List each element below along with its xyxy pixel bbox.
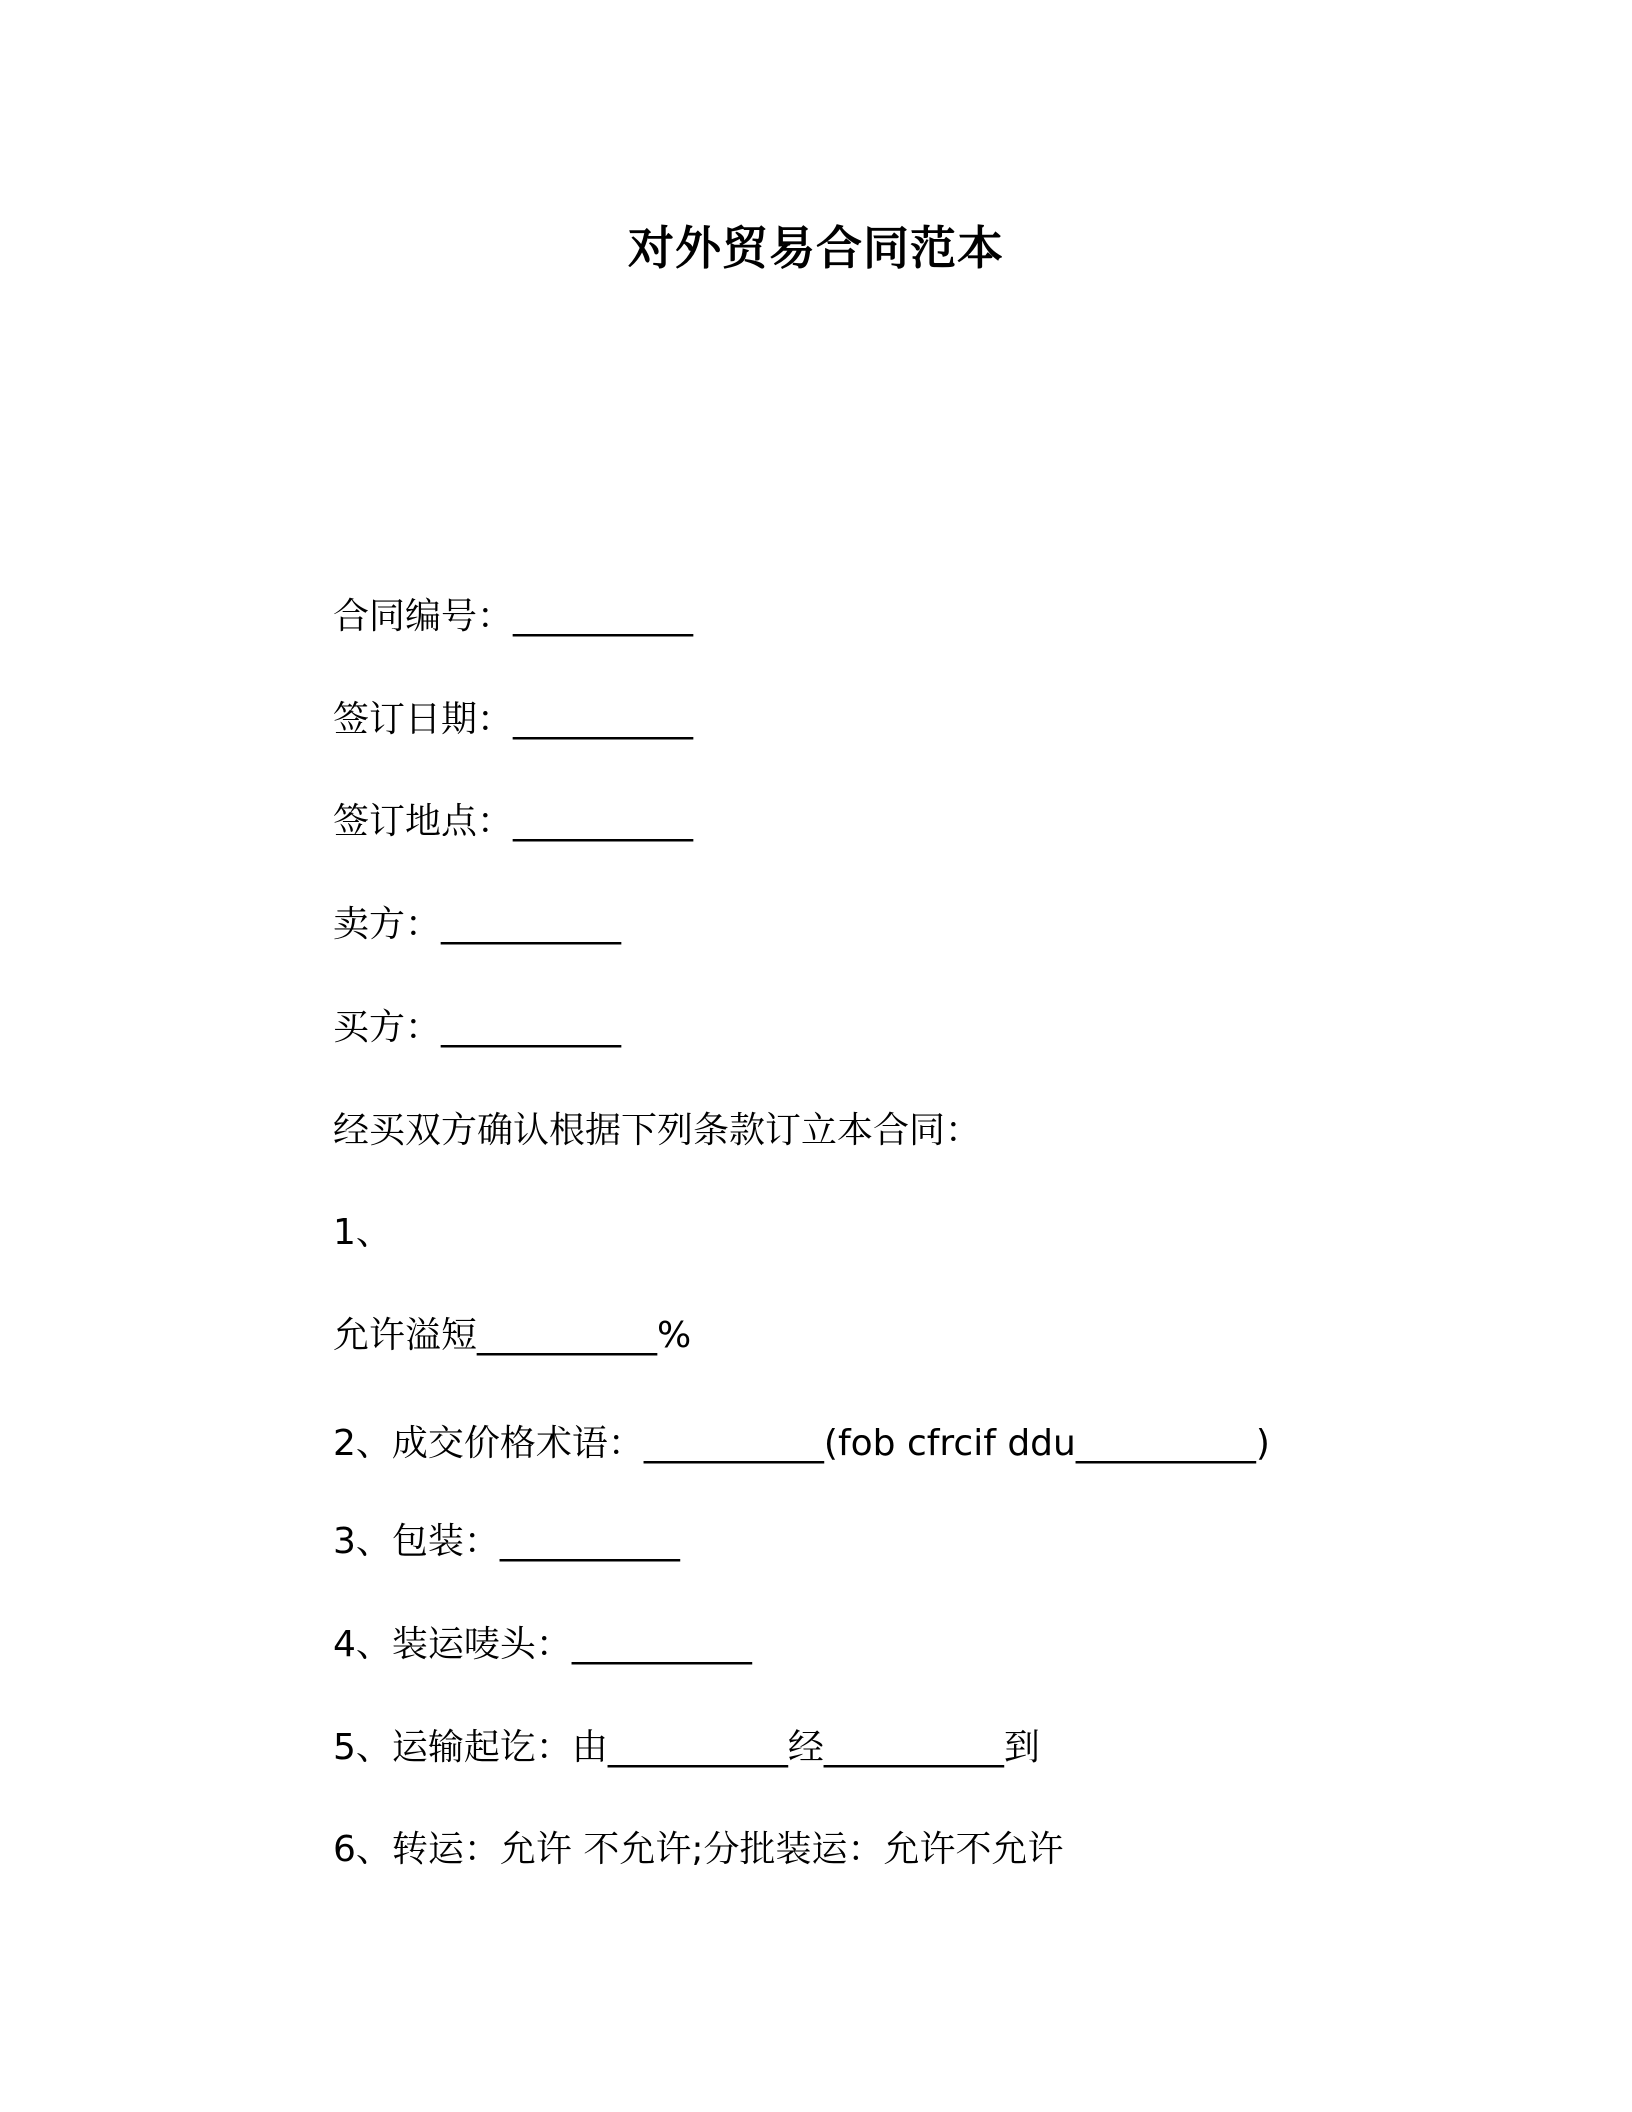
seller-line: 卖方：__________ (333, 904, 622, 945)
document-title: 对外贸易合同范本 (628, 221, 1004, 275)
tolerance-line: 允许溢短__________% (333, 1315, 692, 1356)
clause-5-transport-line: 5、运输起讫：由__________经__________到 (333, 1727, 1040, 1768)
clause-4-shipping-mark-line: 4、装运唛头：__________ (333, 1624, 752, 1665)
signing-date-line: 签订日期：__________ (333, 699, 694, 740)
clause-3-packing-line: 3、包装：__________ (333, 1521, 680, 1562)
clause-6-transshipment-line: 6、转运：允许 不允许;分批装运：允许不允许 (333, 1829, 1064, 1870)
clause-1-line: 1、 (333, 1212, 392, 1253)
agreement-intro-line: 经买双方确认根据下列条款订立本合同： (333, 1110, 982, 1151)
clause-2-price-term-line: 2、成交价格术语：__________(fob cfrcif ddu__________) (333, 1423, 1270, 1464)
signing-place-line: 签订地点：__________ (333, 801, 694, 842)
buyer-line: 买方：__________ (333, 1007, 622, 1048)
contract-number-line: 合同编号：__________ (333, 596, 694, 637)
